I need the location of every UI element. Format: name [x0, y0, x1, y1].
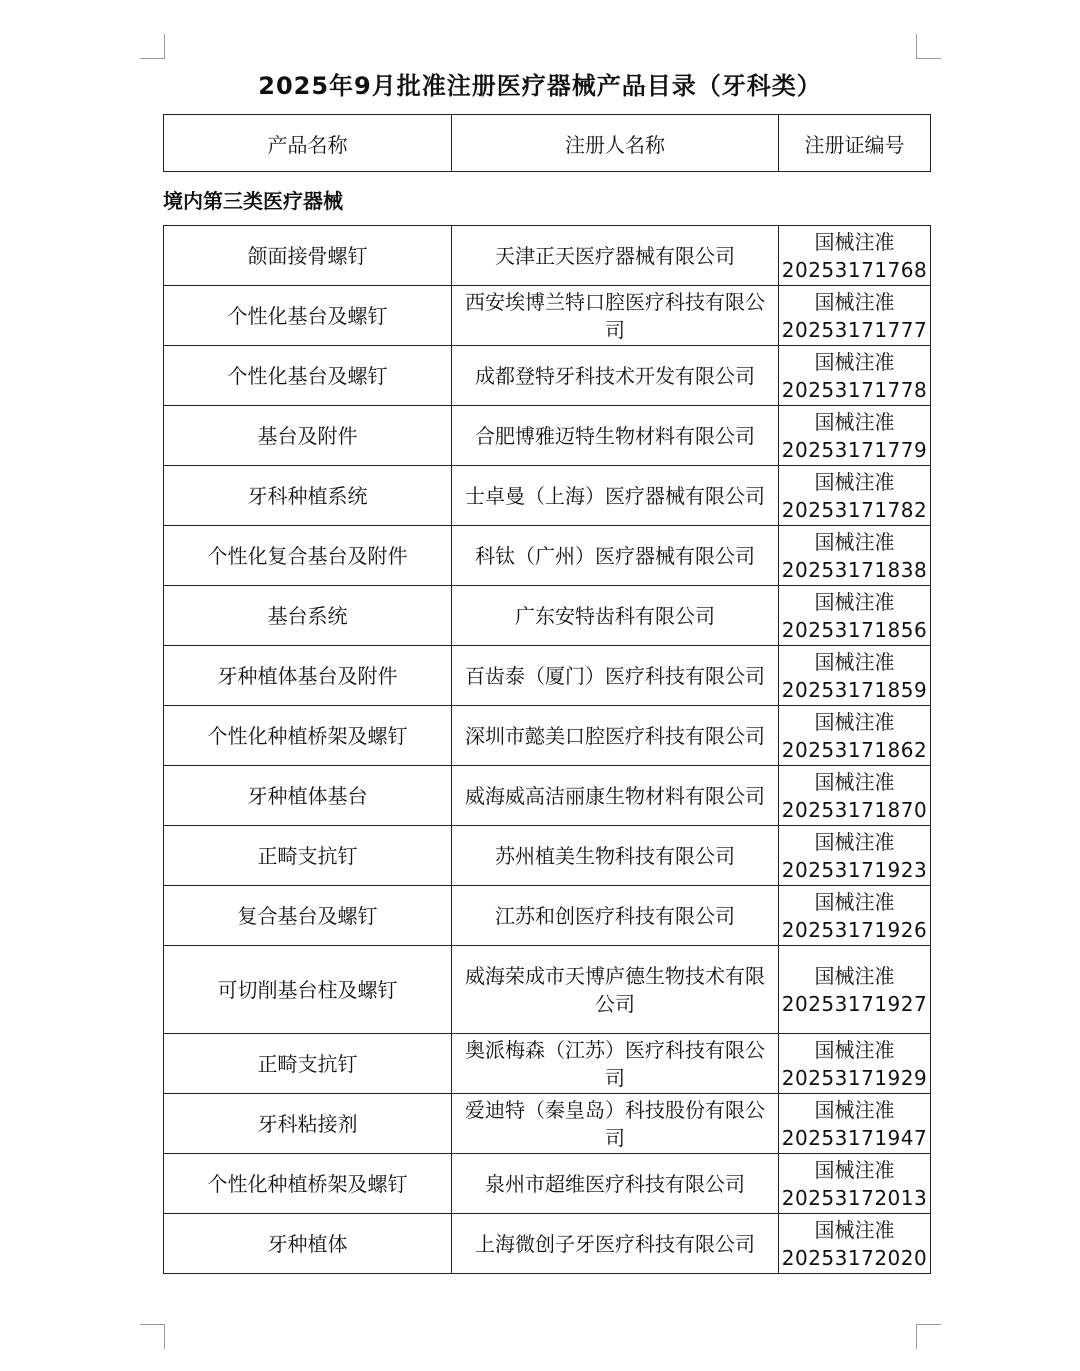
product-name-cell: 基台系统	[164, 586, 452, 646]
cert-prefix: 国械注准	[814, 349, 895, 374]
registrant-name-cell: 江苏和创医疗科技有限公司	[452, 886, 779, 946]
table-row	[164, 286, 931, 346]
cert-prefix: 国械注准	[814, 1157, 895, 1182]
cert-prefix: 国械注准	[814, 409, 895, 434]
table-row	[164, 526, 931, 586]
table-row	[164, 1154, 931, 1214]
cert-number: 20253171777	[781, 317, 928, 342]
table-row	[164, 1034, 931, 1094]
header-registrant-name: 注册人名称	[452, 115, 779, 172]
cert-number: 20253171859	[781, 677, 928, 702]
document-title: 2025年9月批准注册医疗器械产品目录（牙科类）	[258, 72, 822, 100]
registrant-name-cell: 百齿泰（厦门）医疗科技有限公司	[452, 646, 779, 706]
table-row	[164, 766, 931, 826]
cert-prefix: 国械注准	[814, 889, 895, 914]
header-cert-number: 注册证编号	[779, 115, 931, 172]
table-row	[164, 226, 931, 286]
table-row	[164, 646, 931, 706]
table-row	[164, 946, 931, 1034]
product-name-cell: 个性化种植桥架及螺钉	[164, 1154, 452, 1214]
product-name-cell: 牙种植体	[164, 1214, 452, 1274]
registrant-name-cell: 成都登特牙科技术开发有限公司	[452, 346, 779, 406]
table-row	[164, 706, 931, 766]
registrant-name-cell: 合肥博雅迈特生物材料有限公司	[452, 406, 779, 466]
cert-number: 20253171862	[781, 737, 928, 762]
registrant-name-cell: 泉州市超维医疗科技有限公司	[452, 1154, 779, 1214]
crop-mark-top-right	[916, 34, 941, 59]
registrant-name-cell: 深圳市懿美口腔医疗科技有限公司	[452, 706, 779, 766]
table-row	[164, 586, 931, 646]
cert-number-cell	[779, 706, 931, 766]
cert-prefix: 国械注准	[814, 229, 895, 254]
cert-prefix: 国械注准	[814, 1037, 895, 1062]
header-row	[164, 115, 931, 172]
cert-number: 20253171768	[781, 257, 928, 282]
registrant-name-cell: 天津正天医疗器械有限公司	[452, 226, 779, 286]
header-table	[163, 114, 931, 172]
cert-prefix: 国械注准	[814, 289, 895, 314]
table-row	[164, 346, 931, 406]
registrant-name-cell: 奥派梅森（江苏）医疗科技有限公司	[452, 1034, 779, 1094]
cert-number: 20253171856	[781, 617, 928, 642]
product-name-cell: 牙种植体基台及附件	[164, 646, 452, 706]
cert-number: 20253171782	[781, 497, 928, 522]
product-name-cell: 基台及附件	[164, 406, 452, 466]
cert-number-cell	[779, 826, 931, 886]
product-name-cell: 可切削基台柱及螺钉	[164, 946, 452, 1034]
cert-prefix: 国械注准	[814, 469, 895, 494]
crop-mark-bottom-right	[916, 1324, 941, 1349]
crop-mark-top-left	[140, 34, 165, 59]
cert-number: 20253171926	[781, 917, 928, 942]
product-table-body	[164, 226, 931, 1274]
cert-number-cell	[779, 1094, 931, 1154]
registrant-name-cell: 西安埃博兰特口腔医疗科技有限公司	[452, 286, 779, 346]
product-name-cell: 牙种植体基台	[164, 766, 452, 826]
cert-number-cell	[779, 406, 931, 466]
cert-prefix: 国械注准	[814, 829, 895, 854]
table-row	[164, 886, 931, 946]
product-name-cell: 个性化种植桥架及螺钉	[164, 706, 452, 766]
cert-number: 20253171947	[781, 1125, 928, 1150]
cert-number-cell	[779, 766, 931, 826]
cert-number-cell	[779, 1154, 931, 1214]
product-name-cell: 颌面接骨螺钉	[164, 226, 452, 286]
cert-number-cell	[779, 346, 931, 406]
cert-prefix: 国械注准	[814, 1097, 895, 1122]
cert-number: 20253171929	[781, 1065, 928, 1090]
cert-number-cell	[779, 886, 931, 946]
product-name-cell: 牙科粘接剂	[164, 1094, 452, 1154]
crop-mark-bottom-left	[140, 1324, 165, 1349]
product-name-cell: 个性化基台及螺钉	[164, 346, 452, 406]
cert-number: 20253172013	[781, 1185, 928, 1210]
cert-number: 20253171870	[781, 797, 928, 822]
cert-number-cell	[779, 946, 931, 1034]
cert-number-cell	[779, 526, 931, 586]
cert-number: 20253171923	[781, 857, 928, 882]
cert-prefix: 国械注准	[814, 589, 895, 614]
table-row	[164, 406, 931, 466]
table-row	[164, 1214, 931, 1274]
cert-prefix: 国械注准	[814, 1217, 895, 1242]
product-name-cell: 牙科种植系统	[164, 466, 452, 526]
cert-prefix: 国械注准	[814, 963, 895, 988]
cert-number-cell	[779, 1034, 931, 1094]
cert-number: 20253171779	[781, 437, 928, 462]
product-name-cell: 个性化复合基台及附件	[164, 526, 452, 586]
registrant-name-cell: 威海荣成市天博庐德生物技术有限 公司	[452, 946, 779, 1034]
cert-number-cell	[779, 1214, 931, 1274]
product-name-cell: 个性化基台及螺钉	[164, 286, 452, 346]
cert-number-cell	[779, 646, 931, 706]
cert-number-cell	[779, 466, 931, 526]
table-row	[164, 1094, 931, 1154]
product-table	[163, 225, 931, 1274]
table-row	[164, 826, 931, 886]
section-title: 境内第三类医疗器械	[163, 189, 343, 213]
registrant-name-cell: 威海威高洁丽康生物材料有限公司	[452, 766, 779, 826]
cert-prefix: 国械注准	[814, 649, 895, 674]
cert-number-cell	[779, 586, 931, 646]
cert-number-cell	[779, 226, 931, 286]
registrant-name-cell: 爱迪特（秦皇岛）科技股份有限公司	[452, 1094, 779, 1154]
cert-prefix: 国械注准	[814, 769, 895, 794]
cert-number: 20253171778	[781, 377, 928, 402]
registrant-name-cell: 苏州植美生物科技有限公司	[452, 826, 779, 886]
cert-number: 20253171927	[781, 991, 928, 1016]
registrant-name-cell: 广东安特齿科有限公司	[452, 586, 779, 646]
registrant-name-cell: 士卓曼（上海）医疗器械有限公司	[452, 466, 779, 526]
cert-number: 20253171838	[781, 557, 928, 582]
cert-prefix: 国械注准	[814, 529, 895, 554]
table-row	[164, 466, 931, 526]
registrant-name-cell: 上海微创子牙医疗科技有限公司	[452, 1214, 779, 1274]
product-name-cell: 复合基台及螺钉	[164, 886, 452, 946]
product-name-cell: 正畸支抗钉	[164, 1034, 452, 1094]
registrant-name-cell: 科钛（广州）医疗器械有限公司	[452, 526, 779, 586]
cert-number: 20253172020	[781, 1245, 928, 1270]
cert-number-cell	[779, 286, 931, 346]
header-product-name: 产品名称	[164, 115, 452, 172]
cert-prefix: 国械注准	[814, 709, 895, 734]
product-name-cell: 正畸支抗钉	[164, 826, 452, 886]
